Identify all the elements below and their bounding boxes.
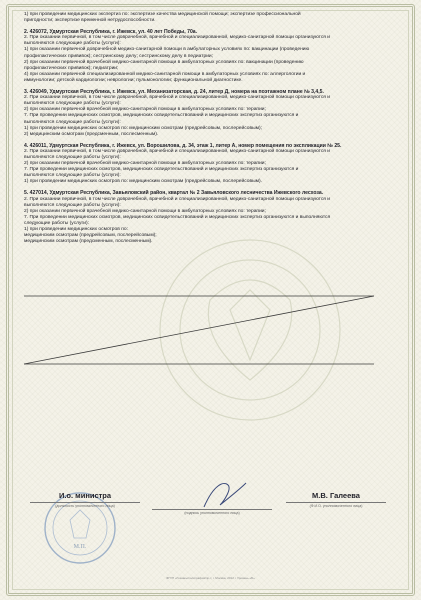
text-line: профилактических прививок); педиатрии;	[24, 65, 119, 71]
signatory-name	[286, 491, 386, 508]
text-line: 2. При оказании первичной, в том числе доврачебной, врачебной и специализированной, медико-санитарной помощи организуются и	[24, 196, 331, 202]
position-caption: (должность уполномоченного лица)	[55, 504, 115, 508]
name-caption: (Ф.И.О. уполномоченного лица)	[309, 504, 363, 508]
address-block-title: 2. 426072, Удмуртская Республика, г. Ижевск, ул. 40 лет Победы, 70а.	[24, 29, 198, 36]
signatory-position	[30, 491, 140, 508]
address-block	[24, 89, 399, 138]
address-block	[24, 190, 399, 245]
signatory-full-name: М.В. Галеева	[312, 491, 360, 500]
text-line: 1) при оказании первичной доврачебной медико-санитарной помощи в амбулаторных условиях по: вакцинации (проведению	[24, 47, 310, 53]
signature-block	[24, 485, 399, 565]
text-line: 2) при оказании первичной врачебной медико-санитарной помощи в амбулаторных условиях по: вакцинации (проведению	[24, 59, 304, 65]
signature-field	[152, 501, 272, 515]
address-block	[24, 143, 399, 186]
text-line: 2) при оказании первичной врачебной медико-санитарной помощи в амбулаторных условиях по: терапии;	[24, 107, 266, 113]
text-line: медицинским осмотрам (предсменным, послесменным).	[24, 239, 153, 245]
appendix-content	[24, 12, 399, 250]
address-block-title: 5. 427014, Удмуртская Республика, Завьяловский район, квартал № 2 Завьяловского лесничества Ижевского лесхоза.	[24, 190, 324, 197]
text-line: медицинским осмотрам (предрейсовым, послерейсовым);	[24, 233, 157, 239]
blank-space-strike-lines	[24, 290, 399, 370]
position-title: И.о. министра	[58, 491, 112, 500]
text-line: 1) при проведении медицинских осмотров по: медицинским осмотрам (предрейсовым, послерейсовым).	[24, 179, 262, 185]
text-line: пригодности; экспертизе временной нетрудоспособности.	[24, 18, 156, 24]
address-block	[24, 29, 399, 84]
printer-footer: ФГУП «Гознак»/полиграфия/пр-т, г. Москва, 2012 г. Уровень «Б»	[166, 576, 255, 580]
text-line: 2) при оказании первичной врачебной медико-санитарной помощи в амбулаторных условиях по: терапии;	[24, 208, 266, 214]
text-line: следующие работы (услуги):	[24, 220, 89, 226]
text-line: 2) медицинским осмотрам (предсменным, послесменным).	[24, 131, 159, 137]
text-line: 2) при оказании первичной врачебной медико-санитарной помощи в амбулаторных условиях по: терапии;	[24, 161, 266, 167]
text-line: выполняются следующие работы (услуги):	[24, 202, 121, 208]
position-rule	[30, 502, 140, 503]
text-line: 2. При оказании первичной, в том числе доврачебной, врачебной и специализированной, медико-санитарной помощи организуются и	[24, 35, 331, 41]
handwritten-signature-icon	[194, 479, 254, 509]
text-line: 1) при проведении медицинских экспертиз по: экспертизе качества медицинской помощи; экспертизе профессиональной	[24, 12, 301, 17]
text-line: выполняются следующие работы (услуги):	[24, 154, 121, 160]
text-line: 2. При оказании первичной, в том числе доврачебной, врачебной и специализированной, медико-санитарной помощи организуются и	[24, 95, 331, 101]
text-line: 7. При проведении медицинских осмотров, медицинских освидетельствований и медицинских экспертиз организуются и выполняются	[24, 214, 331, 220]
signature-caption: (подпись уполномоченного лица)	[184, 511, 240, 515]
address-block-title: 4. 426011, Удмуртская Республика, г. Ижевск, ул. Ворошилова, д. 34, этаж 1, литер А, номер помещения по экспликации № 25.	[24, 142, 342, 149]
text-line: 7. При проведении медицинских осмотров, медицинских освидетельствований и медицинских экспертиз организуются и	[24, 167, 299, 173]
text-line: 4) при оказании первичной специализированной медико-санитарной помощи в амбулаторных условиях по: аллергологии и	[24, 71, 306, 77]
text-line: выполняются следующие работы (услуги):	[24, 101, 121, 107]
text-line: профилактических прививок); сестринскому делу; сестринскому делу в педиатрии;	[24, 53, 214, 59]
text-line: 2. При оказании первичной, в том числе доврачебной, врачебной и специализированной, медико-санитарной помощи организуются и	[24, 148, 331, 154]
address-block	[24, 12, 399, 24]
text-line: иммунологии; детской кардиологии; неврологии; пульмонологии; функциональной диагностике.	[24, 77, 243, 83]
signature-rule	[152, 509, 272, 510]
text-line: выполняются следующие работы (услуги):	[24, 119, 121, 125]
name-rule	[286, 502, 386, 503]
strike-diagonal-line	[24, 296, 374, 364]
text-line: выполняются следующие работы (услуги):	[24, 173, 121, 179]
text-line: выполняются следующие работы (услуги):	[24, 41, 121, 47]
text-line: 7. При проведении медицинских осмотров, медицинских освидетельствований и медицинских экспертиз организуются и	[24, 113, 299, 119]
seal-label: М.П.	[73, 544, 87, 550]
address-block-title: 3. 426049, Удмуртская Республика, г. Ижевск, ул. Механизаторская, д. 24, литер Д, номера на поэтажном плане № 3,4,5.	[24, 89, 324, 96]
text-line: 1) при проведении медицинских осмотров по: медицинским осмотрам (предрейсовым, послерейсовым);	[24, 125, 262, 131]
text-line: 1) при проведении медицинских осмотров по:	[24, 227, 128, 232]
